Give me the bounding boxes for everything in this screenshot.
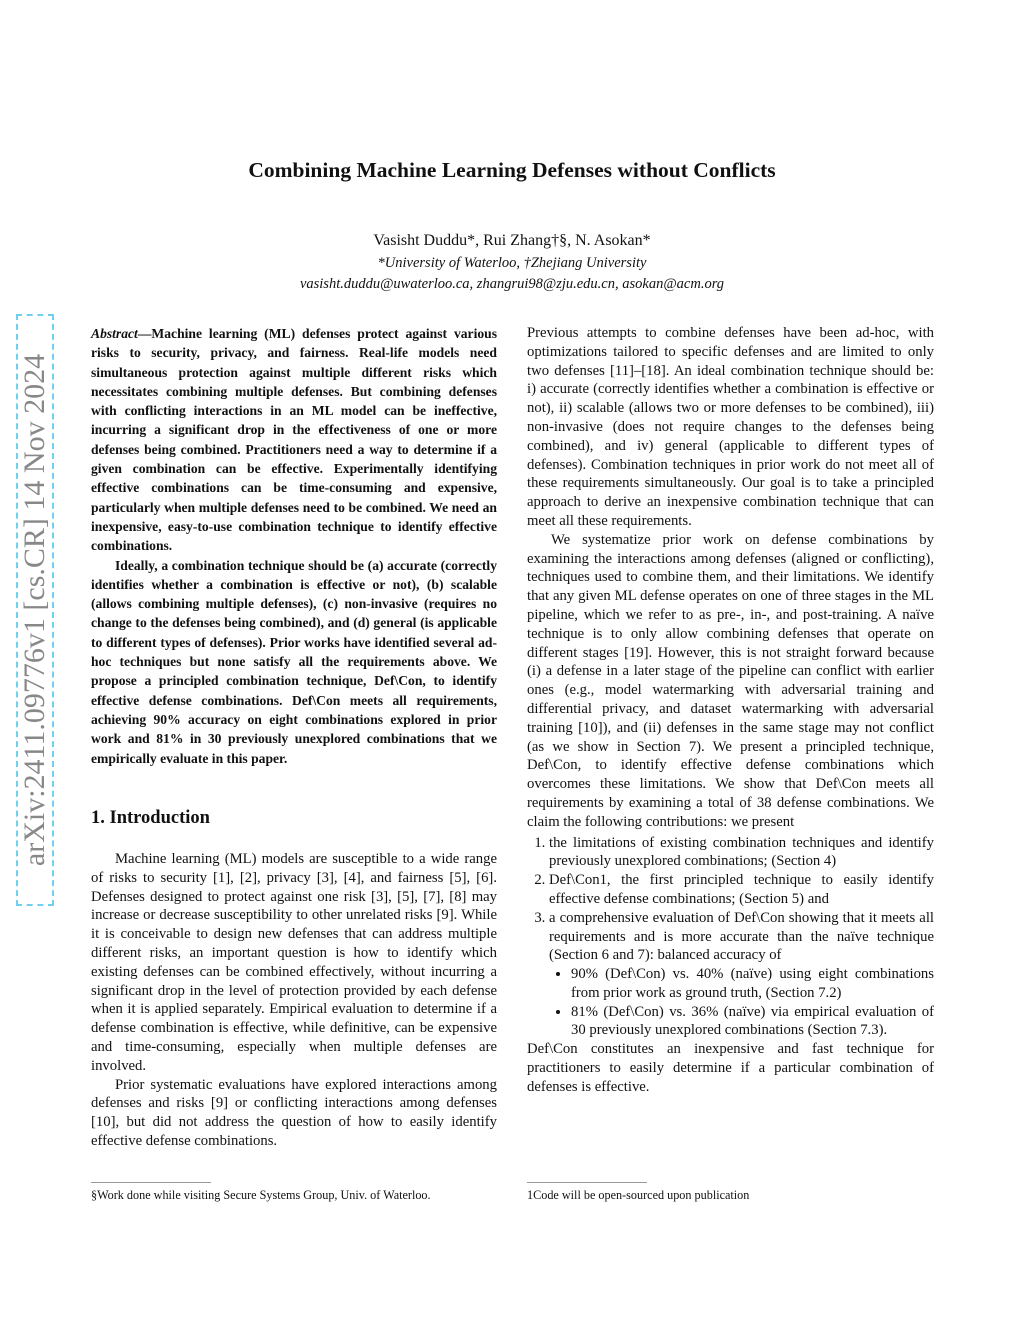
footnote-right: 1Code will be open-sourced upon publication	[527, 1188, 750, 1202]
contribution-item-2: 2. Def\Con1, the first principled technique to easily identify effective defense combinations; (Section 5) and	[549, 871, 934, 909]
contribution-item-3-text: a comprehensive evaluation of Def\Con showing that it meets all requirements and is more accurate than the naïve technique (Section 6 and 7): balanced accuracy of	[549, 909, 934, 964]
introduction-body	[91, 850, 497, 1151]
arxiv-stamp[interactable]: arXiv:2411.09776v1 [cs.CR] 14 Nov 2024	[18, 353, 51, 867]
footnote-rule-left	[91, 1182, 211, 1183]
right-column	[527, 324, 934, 1097]
intro-paragraph-2: Prior systematic evaluations have explored interactions among defenses and risks [9] or conflicting interactions among defenses [10], but did not address the question of how to easily identify effective defense combinations.	[91, 1076, 497, 1149]
abstract-text-1: —Machine learning (ML) defenses protect against various risks to security, privacy, and fairness. Real-life models need simultaneous protection against multiple different risks which necessitates combining multiple defenses. But combining defenses with conflicting interactions in an ML model can be ineffective, incurring a significant drop in the effectiveness of one or more defenses being combined. Practitioners need a way to determine if a given combination can be effective. Experimentally identifying effective combinations can be time-consuming and expensive, particularly when multiple defenses need to be combined. We need an inexpensive, easy-to-use combination technique to identify effective combinations.	[91, 326, 497, 554]
abstract-label: Abstract	[91, 326, 138, 341]
accuracy-bullets	[549, 965, 934, 1040]
paper-authors: Vasisht Duddu*, Rui Zhang†§, N. Asokan*	[373, 232, 651, 249]
accuracy-bullet-1: • 90% (Def\Con) vs. 40% (naïve) using eight combinations from prior work as ground truth, (Section 7.2)	[571, 965, 934, 1003]
right-paragraph-2: We systematize prior work on defense combinations by examining the interactions among defenses (aligned or conflicting), techniques used to combine them, and their limitations. We identify that any given ML defense operates on one of three stages in the ML pipeline, which we refer to as pre-, in-, and post-training. A naïve technique is to only allow combining defenses that operate on different stages [19]. However, this is not straight forward because (i) a defense in a later stage of the pipeline can conflict with earlier ones (e.g., model watermarking with adversarial training and differential privacy, and dataset watermarking with adversarial training [10]), and (ii) defenses in the same stage may not conflict (as we show in Section 7). We present a principled technique, Def\Con, to identify effective defense combinations which overcomes these limitations. We show that Def\Con meets all requirements by examining a total of 38 defense combinations. We claim the following contributions: we present	[527, 531, 934, 830]
footnote-rule-right	[527, 1182, 647, 1183]
right-closing-paragraph: Def\Con constitutes an inexpensive and fast technique for practitioners to easily determine if a particular combination of defenses is effective.	[527, 1041, 934, 1095]
abstract	[91, 324, 497, 768]
abstract-paragraph-2: Ideally, a combination technique should be (a) accurate (correctly identifies whether a combination is effective or not), (b) scalable (allows combining multiple defenses), (c) non-invasive (requires no change to the defenses being combined), and (d) general (is applicable to different types of defenses). Prior works have identified several ad-hoc techniques but none satisfy all the requirements above. We propose a principled combination technique, Def\Con, to identify effective defense combinations. Def\Con meets all requirements, achieving 90% accuracy on eight combinations explored in prior work and 81% in 30 previously unexplored combinations that we empirically evaluate in this paper.	[91, 557, 497, 766]
contribution-item-3	[549, 909, 934, 1041]
section-heading-introduction: 1. Introduction	[91, 808, 210, 828]
footnote-left: §Work done while visiting Secure Systems Group, Univ. of Waterloo.	[91, 1188, 431, 1202]
contribution-item-1: 1. the limitations of existing combination techniques and identify previously unexplored combinations; (Section 4)	[549, 834, 934, 872]
contributions-list	[527, 834, 934, 1041]
abstract-paragraph-1	[91, 324, 497, 556]
paper-emails: vasisht.duddu@uwaterloo.ca, zhangrui98@zju.edu.cn, asokan@acm.org	[299, 276, 725, 292]
paper-affiliations: *University of Waterloo, †Zhejiang University	[377, 255, 647, 271]
arxiv-stamp-box[interactable]	[16, 314, 54, 906]
right-paragraph-1: Previous attempts to combine defenses have been ad-hoc, with optimizations tailored to specific defenses and are limited to only two defenses [11]–[18]. An ideal combination technique should be: i) accurate (correctly identifies whether a combination is effective or not), ii) scalable (allows two or more defenses to be combined), iii) non-invasive (does not require changes to the defenses being combined), and iv) general (applicable to different types of defenses). Combination techniques in prior work do not meet all of these requirements simultaneously. Our goal is to take a principled approach to derive an inexpensive combination technique that can meet all these requirements.	[527, 325, 934, 529]
paper-title: Combining Machine Learning Defenses without Conflicts	[248, 158, 776, 182]
intro-paragraph-1: Machine learning (ML) models are susceptible to a wide range of risks to security [1], [2], privacy [3], [4], and fairness [5], [6]. Defenses designed to protect against one risk [3], [5], [7], [8] may increase or decrease susceptibility to other unrelated risks [9]. While it is conceivable to design new defenses that can address multiple different risks, an important question is how to identify which existing defenses can be combined effectively, without incurring a significant drop in the level of protection provided by each defense when it is applied separately. Empirical evaluation to determine if a defense combination is effective, while definitive, can be expensive and time-consuming, especially when multiple defenses are involved.	[91, 851, 497, 1074]
accuracy-bullet-2: • 81% (Def\Con) vs. 36% (naïve) via empirical evaluation of 30 previously unexplored combinations (Section 7.3).	[571, 1003, 934, 1041]
